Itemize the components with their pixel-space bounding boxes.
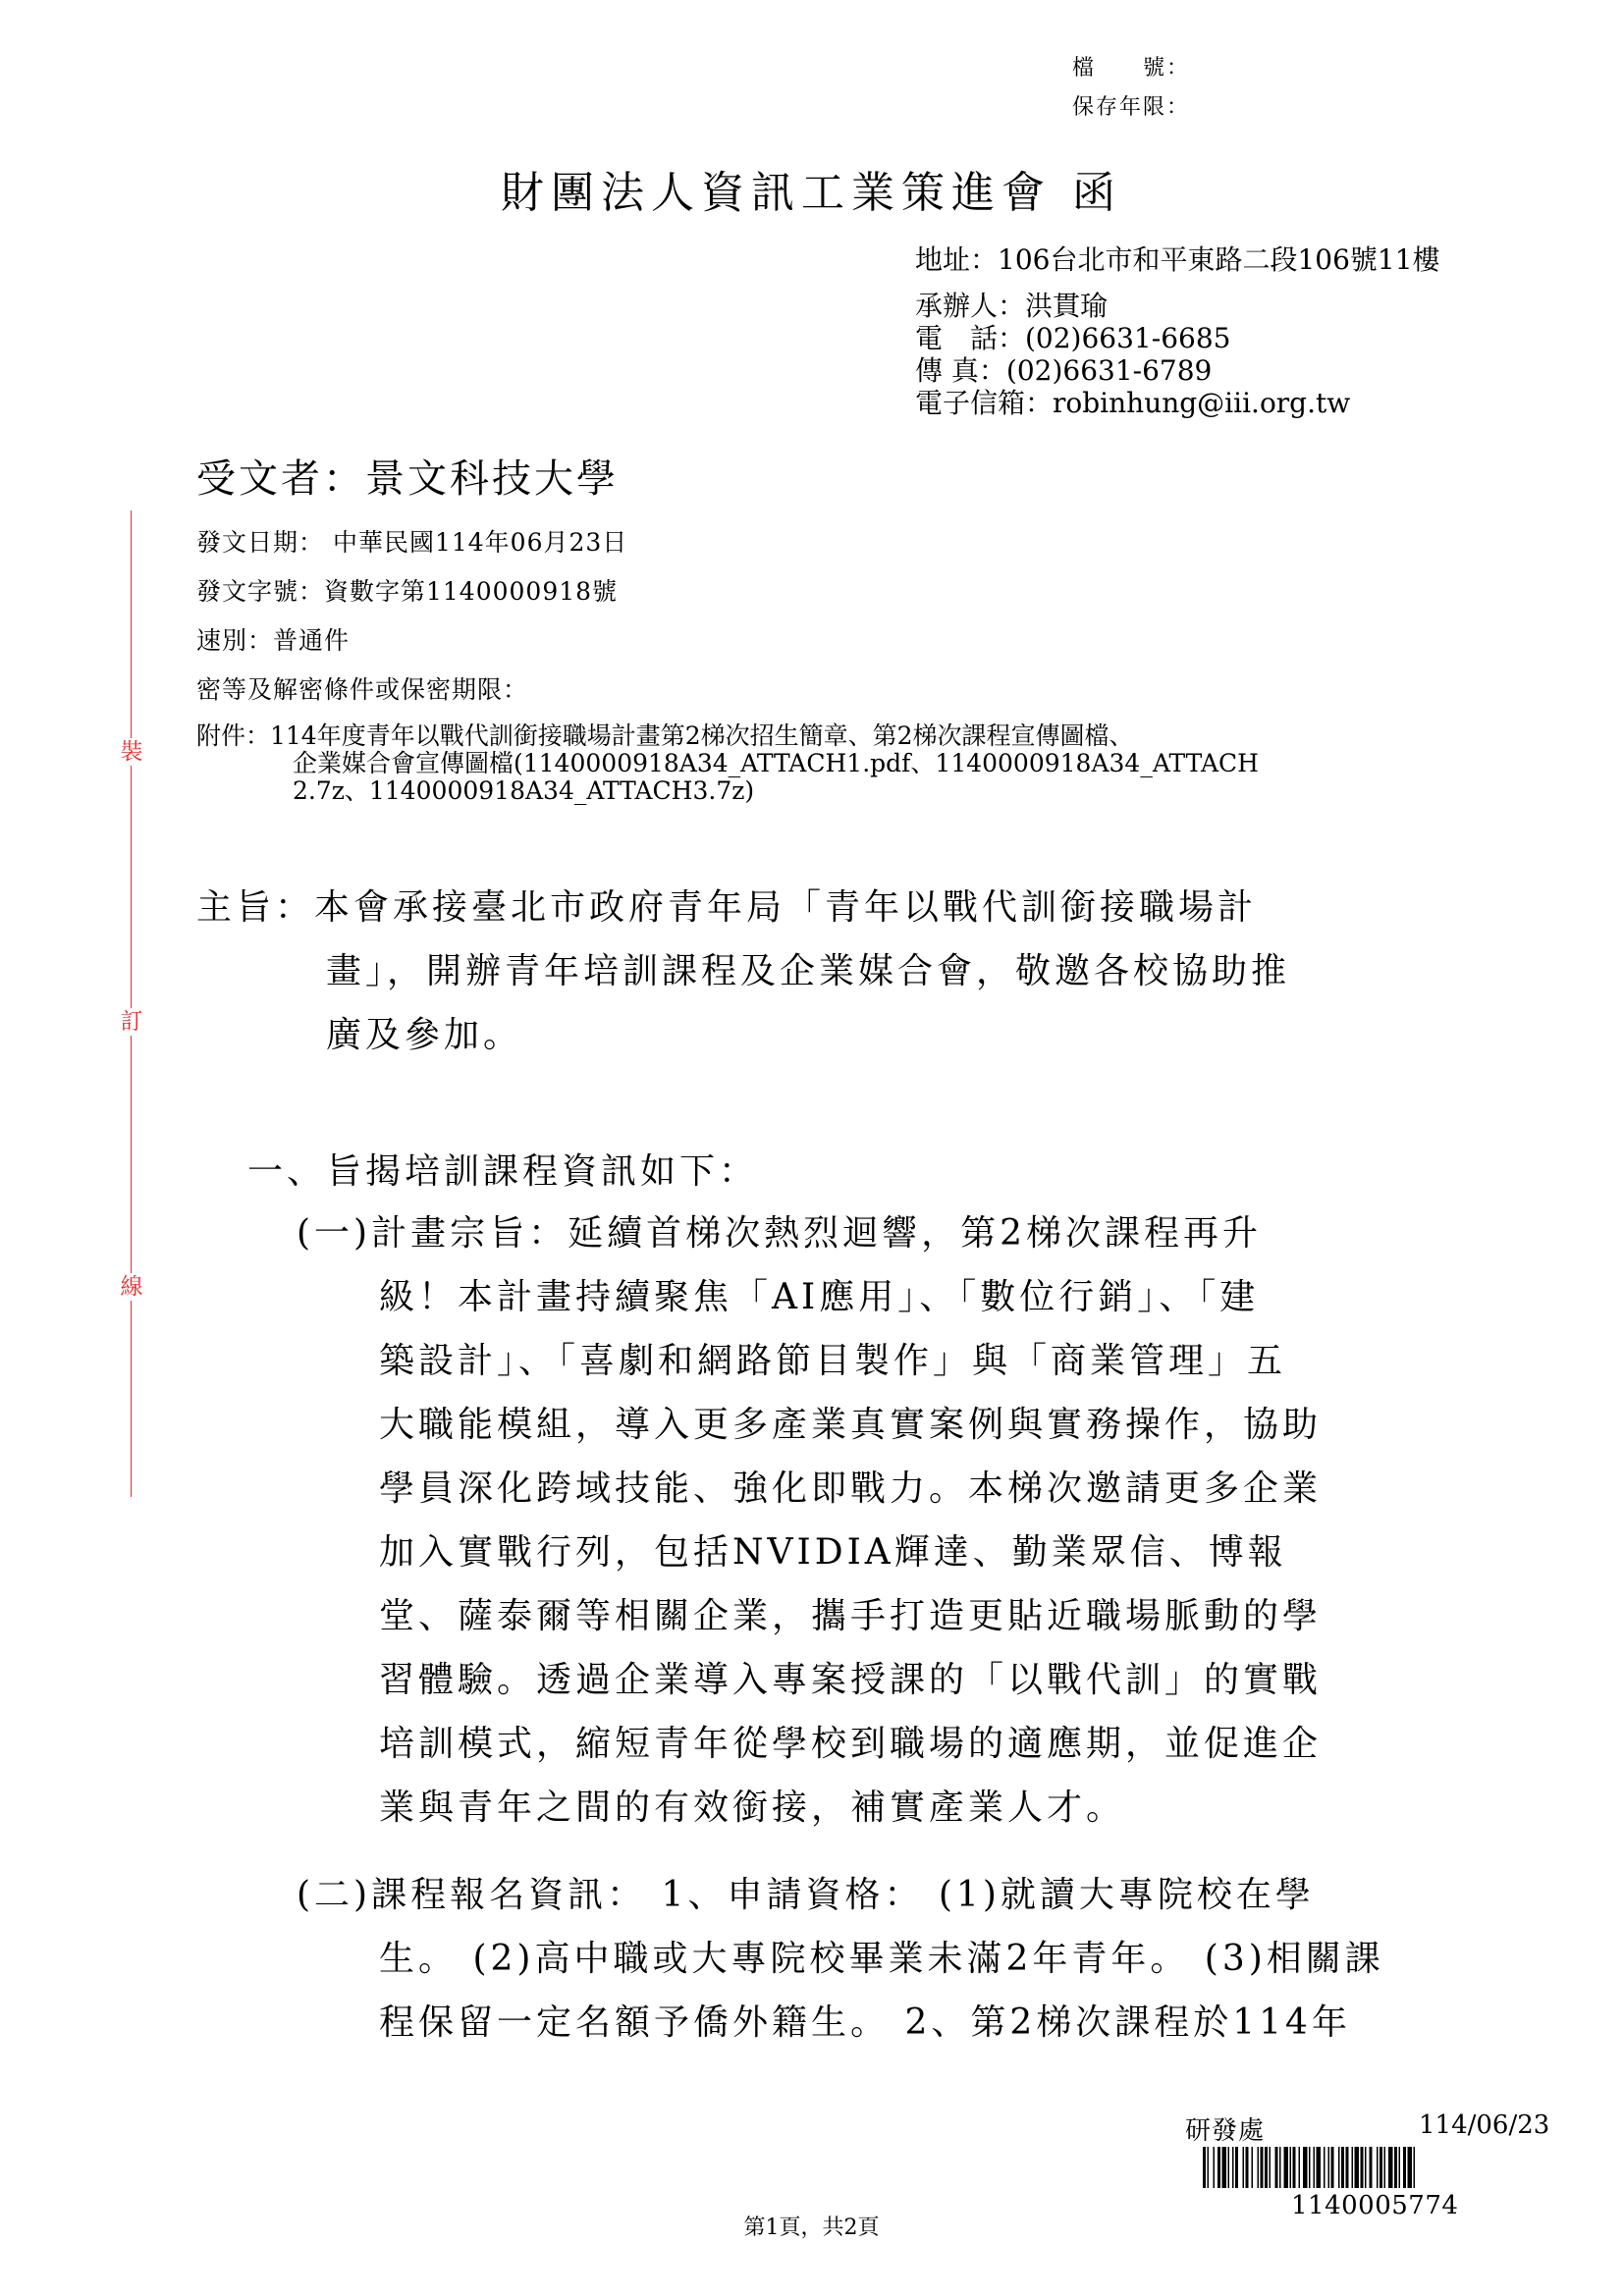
body-line: (一)計畫宗旨：延續首梯次熱烈迴響，第2梯次課程再升: [297, 1213, 1262, 1254]
section-heading: 一、旨揭培訓課程資訊如下：: [247, 1151, 759, 1192]
body-line: 級！本計畫持續聚焦「AI應用」、「數位行銷」、「建: [379, 1277, 1260, 1317]
attachment-line[interactable]: 企業媒合會宣傳圖檔(1140000918A34_ATTACH1.pdf、1140000918A34_ATTACH: [293, 749, 1259, 777]
barcode-bar: [1377, 2147, 1379, 2188]
body-line: 大職能模組，導入更多產業真實案例與實務操作，協助: [379, 1405, 1323, 1445]
barcode-bar: [1361, 2147, 1364, 2188]
barcode-bar: [1384, 2147, 1386, 2188]
barcode-bar: [1403, 2147, 1406, 2188]
barcode-bar: [1232, 2147, 1234, 2188]
barcode-bar: [1331, 2147, 1334, 2188]
sender-info: [915, 243, 1440, 419]
body-line: 習體驗。透過企業導入專案授課的「以戰代訓」的實戰: [379, 1660, 1323, 1700]
subject-line: 主旨：本會承接臺北市政府青年局「青年以戰代訓銜接職場計: [196, 887, 1258, 928]
barcode-bar: [1328, 2147, 1330, 2188]
body-line: 業與青年之間的有效銜接，補實產業人才。: [379, 1788, 1126, 1828]
barcode-bar: [1203, 2147, 1206, 2188]
barcode-bar: [1341, 2147, 1344, 2188]
body-line: 程保留一定名額予僑外籍生。 2、第2梯次課程於114年: [379, 2002, 1351, 2043]
body-line: (二)課程報名資訊： 1、申請資格： (1)就讀大專院校在學: [297, 1875, 1315, 1915]
file-number-block: [1072, 49, 1190, 128]
barcode-bar: [1258, 2147, 1260, 2188]
barcode-bar: [1208, 2147, 1210, 2188]
barcode-bar: [1246, 2147, 1249, 2188]
barcode-bar: [1309, 2147, 1311, 2188]
item-registration-info: [297, 1863, 1384, 2055]
barcode-bar: [1222, 2147, 1227, 2188]
barcode-bar: [1394, 2147, 1397, 2188]
subject: [196, 876, 1290, 1067]
barcode-bar: [1235, 2147, 1238, 2188]
barcode-bar: [1317, 2147, 1322, 2188]
sender-fax: 傳 真：(02)6631-6789: [915, 354, 1213, 387]
file-number-label: 檔 號：: [1072, 56, 1191, 80]
body-line: 學員深化跨域技能、強化即戰力。本梯次邀請更多企業: [379, 1468, 1323, 1509]
barcode-bar: [1279, 2147, 1281, 2188]
sender-phone: 電 話：(02)6631-6685: [915, 322, 1231, 354]
retention-label: 保存年限：: [1072, 95, 1191, 120]
barcode-bar: [1370, 2147, 1373, 2188]
page-number: 第1頁，共2頁: [743, 2216, 880, 2240]
document-number: 發文字號：資數字第1140000918號: [196, 577, 619, 606]
body-line: 生。 (2)高中職或大專院校畢業未滿2年青年。 (3)相關課: [379, 1939, 1384, 1979]
binding-mark-zhuang: 裝: [120, 739, 143, 765]
barcode-bar: [1290, 2147, 1292, 2188]
barcode-bar: [1243, 2147, 1245, 2188]
sender-address: 地址：106台北市和平東路二段106號11樓: [915, 243, 1440, 276]
barcode-bar: [1414, 2147, 1416, 2188]
document-title: 財團法人資訊工業策進會 函: [501, 168, 1122, 218]
sender-handler: 承辦人：洪貫瑜: [915, 290, 1109, 322]
subject-line: 廣及參加。: [326, 1015, 523, 1055]
barcode-bar: [1388, 2147, 1393, 2188]
body-line: 加入實戰行列，包括NVIDIA輝達、勤業眾信、博報: [379, 1532, 1287, 1573]
speed-category: 速別：普通件: [196, 626, 351, 655]
barcode-bar: [1314, 2147, 1316, 2188]
barcode-bar: [1299, 2147, 1301, 2188]
binding-mark-ding: 訂: [120, 1009, 143, 1035]
barcode-bar: [1275, 2147, 1278, 2188]
binding-line: [131, 510, 132, 1497]
barcode-bar: [1217, 2147, 1220, 2188]
sender-email[interactable]: 電子信箱：robinhung@iii.org.tw: [915, 387, 1351, 419]
barcode-bar: [1228, 2147, 1230, 2188]
barcode-bar: [1252, 2147, 1254, 2188]
department-stamp: 研發處: [1185, 2116, 1266, 2146]
barcode-bar: [1270, 2147, 1271, 2188]
issue-date: 發文日期： 中華民國114年06月23日: [196, 528, 628, 557]
barcode-bar: [1265, 2147, 1268, 2188]
attachment-line: 附件：114年度青年以戰代訓銜接職場計畫第2梯次招生簡章、第2梯次課程宣傳圖檔、: [196, 721, 1134, 750]
secrecy-level: 密等及解密條件或保密期限：: [196, 675, 529, 704]
item-plan-purpose: [297, 1201, 1322, 1840]
attachments: [196, 722, 1259, 805]
barcode-bar: [1214, 2147, 1216, 2188]
barcode-bar: [1324, 2147, 1325, 2188]
barcode-bar: [1284, 2147, 1289, 2188]
barcode-number: 1140005774: [1291, 2191, 1459, 2220]
received-date: 114/06/23: [1419, 2110, 1550, 2140]
barcode-bar: [1380, 2147, 1382, 2188]
barcode-bar: [1338, 2147, 1340, 2188]
barcode-bar: [1346, 2147, 1349, 2188]
barcode-bar: [1365, 2147, 1367, 2188]
barcode-bar: [1293, 2147, 1296, 2188]
body-line: 築設計」、「喜劇和網路節目製作」與「商業管理」五: [379, 1341, 1287, 1381]
body-line: 培訓模式，縮短青年從學校到職場的適應期，並促進企: [379, 1724, 1323, 1764]
barcode-bar: [1408, 2147, 1413, 2188]
barcode-bar: [1352, 2147, 1354, 2188]
recipient: 受文者：景文科技大學: [196, 456, 619, 502]
barcode-bar: [1261, 2147, 1264, 2188]
barcode-bar: [1399, 2147, 1401, 2188]
barcode: [1203, 2147, 1554, 2188]
attachment-line[interactable]: 2.7z、1140000918A34_ATTACH3.7z): [293, 776, 755, 805]
barcode-bar: [1355, 2147, 1360, 2188]
body-line: 堂、薩泰爾等相關企業，攜手打造更貼近職場脈動的學: [379, 1596, 1323, 1636]
subject-line: 畫」，開辦青年培訓課程及企業媒合會，敬邀各校協助推: [326, 951, 1291, 991]
barcode-bar: [1303, 2147, 1308, 2188]
binding-mark-xian: 線: [120, 1274, 143, 1300]
